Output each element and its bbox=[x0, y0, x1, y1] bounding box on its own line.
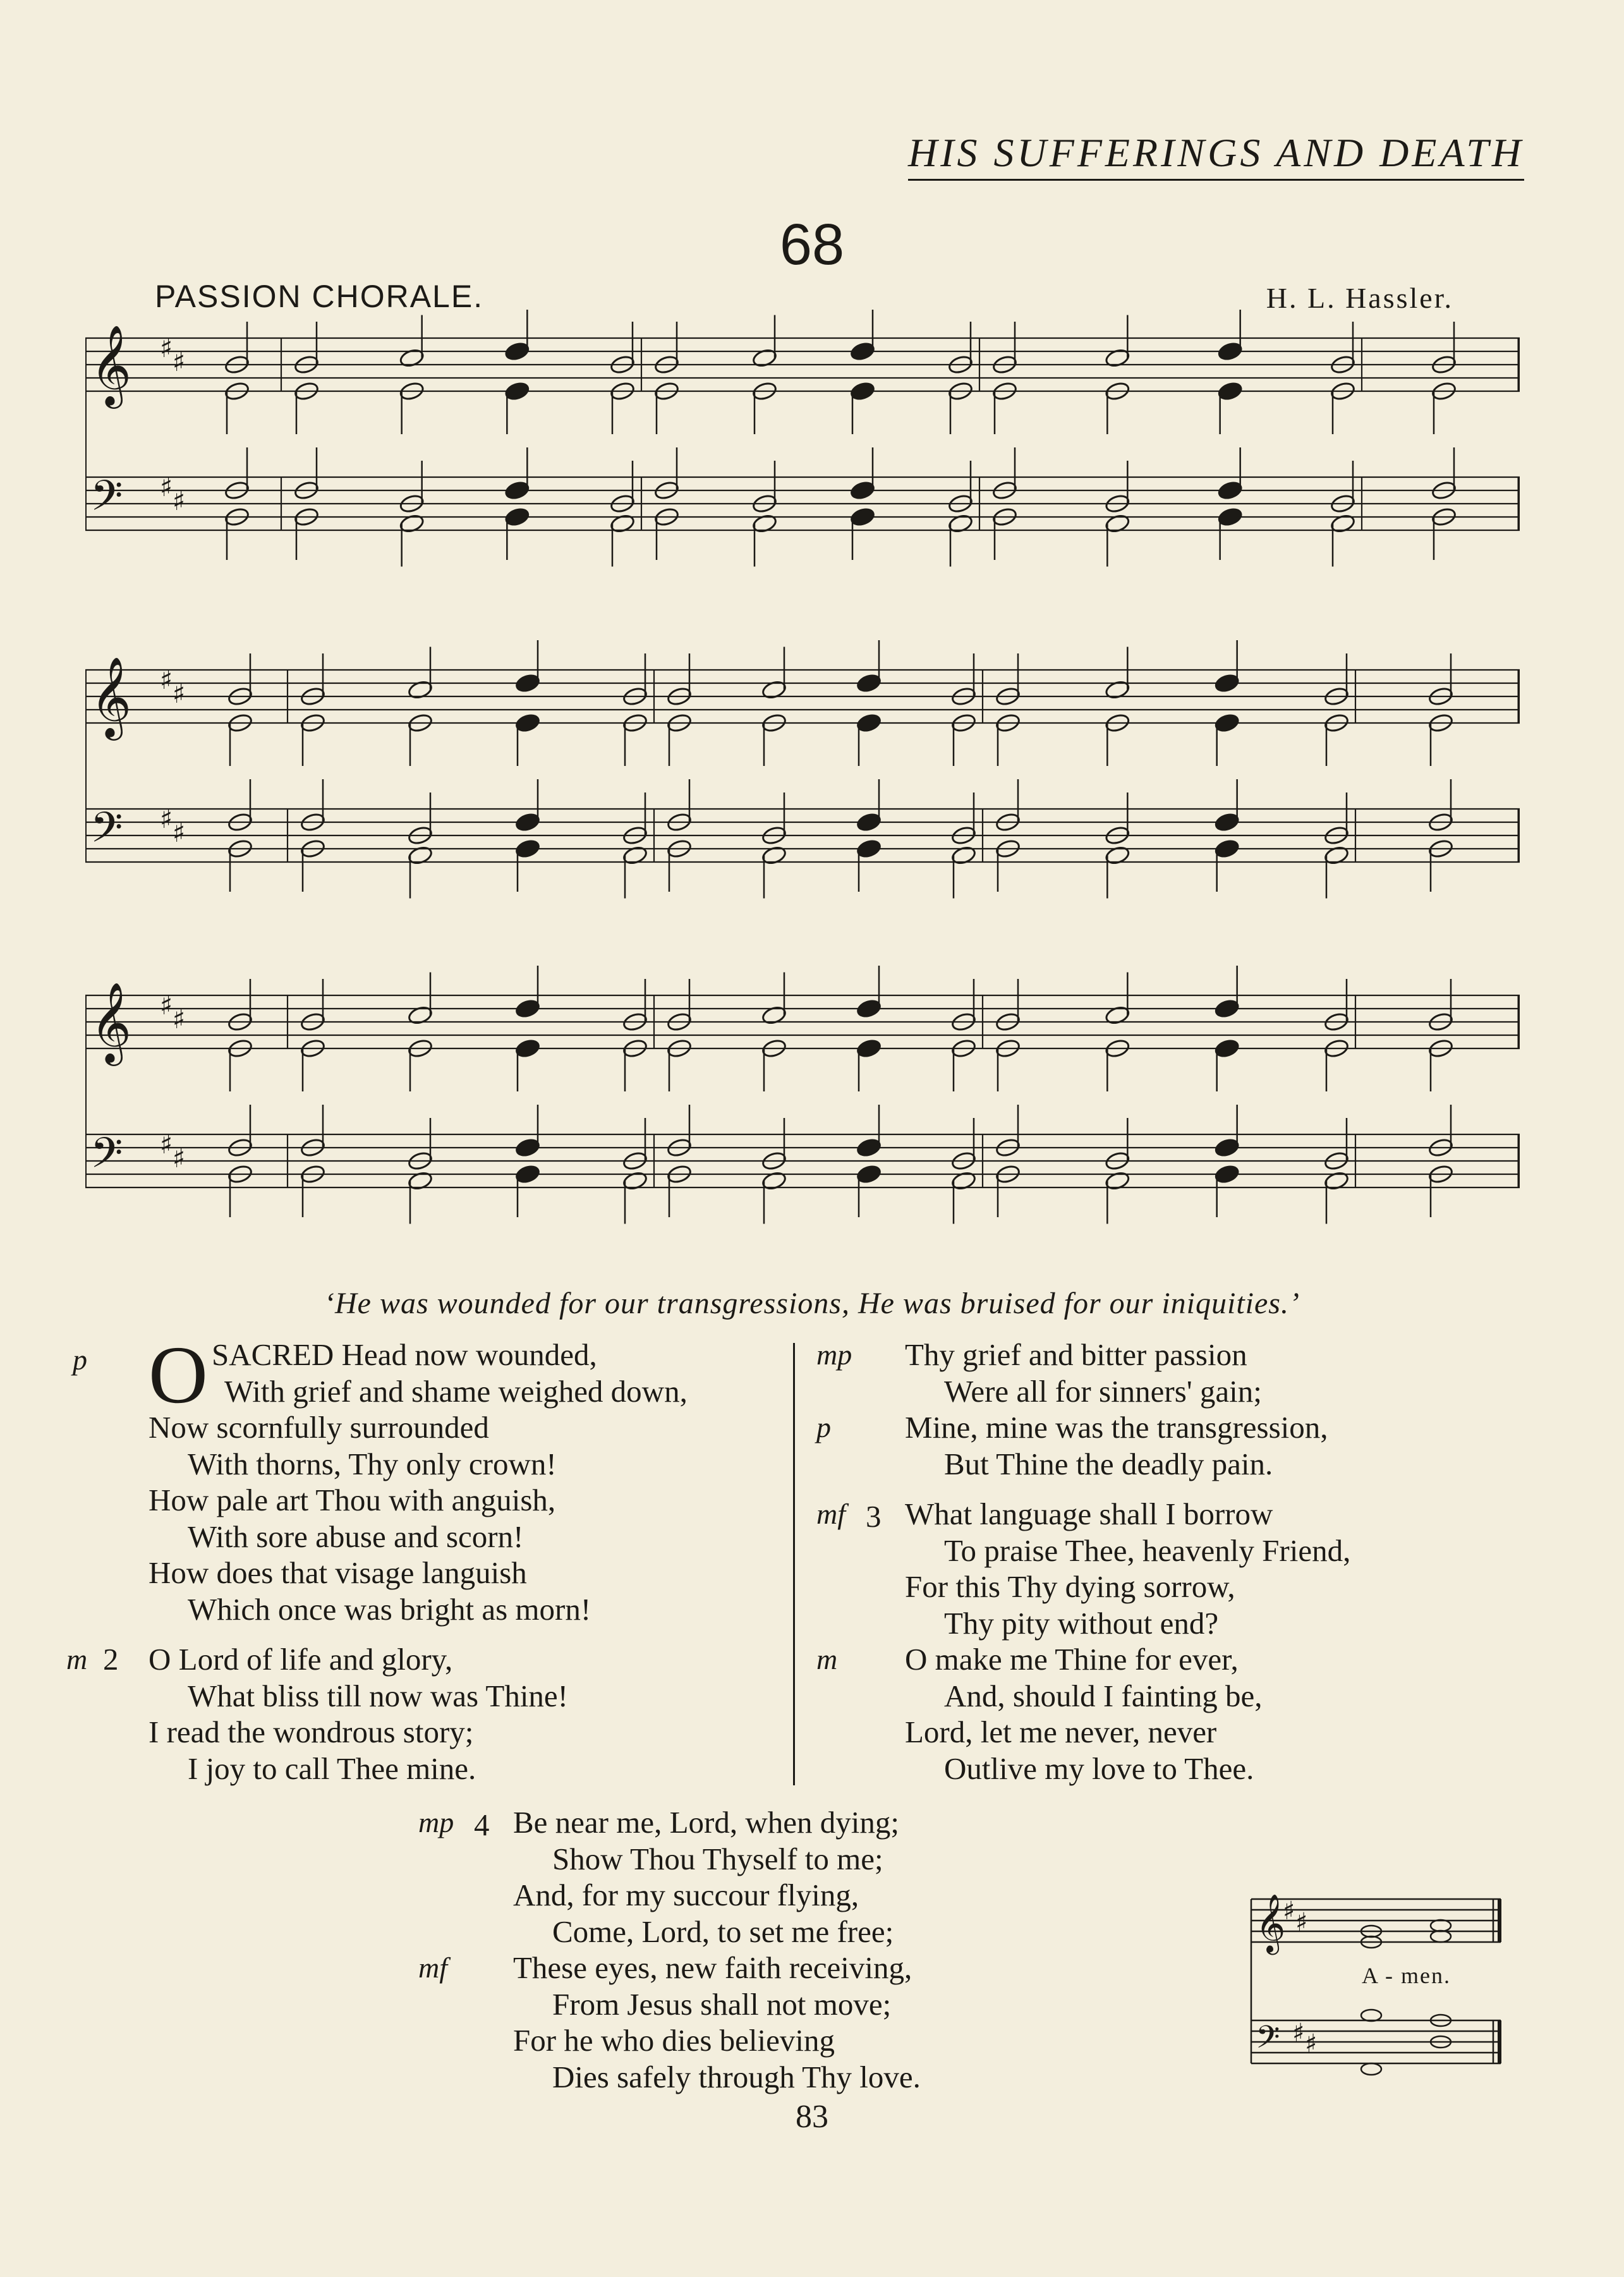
dynamic-mark: m bbox=[66, 1643, 88, 1675]
verse-line: How pale art Thou with anguish, bbox=[148, 1483, 556, 1517]
treble-clef: 𝄞 bbox=[90, 656, 132, 737]
note-head bbox=[514, 713, 540, 734]
verse-line: How does that visage languish bbox=[148, 1555, 527, 1590]
note-head bbox=[514, 1138, 540, 1158]
note-head bbox=[849, 480, 875, 501]
verse-line: With sore abuse and scorn! bbox=[188, 1519, 524, 1554]
music-score bbox=[85, 310, 1520, 1258]
verse-line: Now scornfully surrounded bbox=[148, 1410, 489, 1445]
svg-text:𝄢: 𝄢 bbox=[1256, 2019, 1280, 2063]
drop-cap: O bbox=[148, 1330, 208, 1421]
note-head bbox=[856, 673, 882, 694]
verse-number: 3 bbox=[866, 1499, 882, 1534]
verse-line: Thy pity without end? bbox=[944, 1605, 1219, 1641]
verse-line: From Jesus shall not move; bbox=[552, 1986, 892, 2022]
verse-line: Thy grief and bitter passion bbox=[905, 1337, 1247, 1372]
svg-text:♯: ♯ bbox=[1295, 1908, 1308, 1937]
sharp-sign: ♯ bbox=[173, 485, 186, 516]
verse-column-right bbox=[816, 1337, 1351, 1787]
verse-line: Were all for sinners' gain; bbox=[944, 1373, 1262, 1409]
bass-clef: 𝄢 bbox=[90, 471, 123, 530]
verse-line: With grief and shame weighed down, bbox=[224, 1373, 688, 1409]
dynamic-mark: mp bbox=[816, 1339, 852, 1371]
note-head bbox=[856, 812, 882, 833]
dynamic-mark: mp bbox=[418, 1806, 454, 1838]
note-head bbox=[1217, 381, 1243, 402]
verse-line: What language shall I borrow bbox=[905, 1497, 1273, 1531]
treble-clef: 𝄞 bbox=[90, 324, 132, 405]
note-head bbox=[849, 341, 875, 362]
note-head bbox=[504, 480, 530, 501]
section-header: HIS SUFFERINGS AND DEATH bbox=[908, 130, 1524, 181]
note-head bbox=[514, 673, 540, 694]
sharp-sign: ♯ bbox=[160, 471, 173, 502]
verse-line: For he who dies believing bbox=[513, 2023, 835, 2058]
note-head bbox=[856, 1164, 882, 1185]
verse-line: Be near me, Lord, when dying; bbox=[513, 1805, 899, 1840]
verse-line: Which once was bright as morn! bbox=[188, 1591, 591, 1627]
note-head bbox=[1217, 480, 1243, 501]
note-head bbox=[856, 839, 882, 859]
sharp-sign: ♯ bbox=[160, 1129, 173, 1160]
sharp-sign: ♯ bbox=[173, 1143, 186, 1174]
verse-line: These eyes, new faith receiving, bbox=[513, 1950, 912, 1985]
note-head bbox=[1214, 1164, 1240, 1185]
sharp-sign: ♯ bbox=[173, 678, 186, 709]
note-head bbox=[514, 999, 540, 1019]
note-head bbox=[1214, 1038, 1240, 1059]
note-head bbox=[504, 507, 530, 528]
verse-line: Come, Lord, to set me free; bbox=[552, 1914, 894, 1949]
verse-line: What bliss till now was Thine! bbox=[188, 1678, 568, 1713]
sharp-sign: ♯ bbox=[173, 346, 186, 377]
dynamic-mark: p bbox=[73, 1344, 87, 1376]
sharp-sign: ♯ bbox=[160, 332, 173, 363]
sharp-sign: ♯ bbox=[160, 990, 173, 1021]
verse-line: Lord, let me never, never bbox=[905, 1715, 1217, 1749]
hymn-number: 68 bbox=[779, 212, 845, 277]
verse-line: For this Thy dying sorrow, bbox=[905, 1569, 1235, 1604]
svg-text:𝄞: 𝄞 bbox=[1256, 1893, 1286, 1952]
verse-line: To praise Thee, heavenly Friend, bbox=[944, 1533, 1351, 1568]
note-head bbox=[856, 713, 882, 734]
amen-score bbox=[1248, 1880, 1513, 2092]
note-head bbox=[856, 1038, 882, 1059]
note-head bbox=[1217, 341, 1243, 362]
verse-line: And, should I fainting be, bbox=[944, 1678, 1263, 1713]
verse-four bbox=[418, 1804, 921, 2095]
note-head bbox=[504, 341, 530, 362]
dynamic-mark: m bbox=[816, 1643, 838, 1675]
note-head bbox=[504, 381, 530, 402]
svg-text:♯: ♯ bbox=[1305, 2029, 1318, 2058]
note-head bbox=[514, 812, 540, 833]
sharp-sign: ♯ bbox=[160, 803, 173, 834]
note-head bbox=[856, 999, 882, 1019]
verse-line: O Lord of life and glory, bbox=[148, 1642, 453, 1677]
verse-line: O make me Thine for ever, bbox=[905, 1642, 1239, 1677]
verse-line: And, for my succour flying, bbox=[513, 1878, 859, 1912]
verse-line: I read the wondrous story; bbox=[148, 1715, 474, 1749]
verse-line: SACRED Head now wounded, bbox=[212, 1337, 597, 1372]
note-head bbox=[1214, 812, 1240, 833]
verse-line: Outlive my love to Thee. bbox=[944, 1751, 1254, 1786]
svg-text:♯: ♯ bbox=[1283, 1897, 1295, 1926]
bass-clef: 𝄢 bbox=[90, 803, 123, 862]
treble-clef: 𝄞 bbox=[90, 981, 132, 1062]
note-head bbox=[514, 1038, 540, 1059]
dynamic-mark: mf bbox=[816, 1498, 845, 1530]
sharp-sign: ♯ bbox=[173, 1004, 186, 1035]
epigraph: ‘He was wounded for our transgressions, He was bruised for our iniquities.’ bbox=[324, 1287, 1300, 1320]
tune-name: PASSION CHORALE. bbox=[155, 279, 484, 314]
composer-name: H. L. Hassler. bbox=[1266, 282, 1453, 314]
note-head bbox=[514, 839, 540, 859]
verse-line: Mine, mine was the transgression, bbox=[905, 1410, 1328, 1445]
verse-line: Show Thou Thyself to me; bbox=[552, 1841, 883, 1876]
sharp-sign: ♯ bbox=[160, 664, 173, 695]
verse-number: 4 bbox=[474, 1807, 490, 1842]
bass-clef: 𝄢 bbox=[90, 1129, 123, 1187]
svg-text:♯: ♯ bbox=[1292, 2019, 1305, 2048]
sharp-sign: ♯ bbox=[173, 817, 186, 848]
note-head bbox=[1217, 507, 1243, 528]
note-head bbox=[849, 507, 875, 528]
note-head bbox=[856, 1138, 882, 1158]
page-number: 83 bbox=[796, 2099, 828, 2135]
verse-line: With thorns, Thy only crown! bbox=[188, 1446, 557, 1481]
note-head bbox=[1214, 1138, 1240, 1158]
dynamic-mark: mf bbox=[418, 1952, 447, 1984]
dynamic-mark: p bbox=[816, 1411, 831, 1443]
verse-number: 2 bbox=[103, 1642, 119, 1677]
note-head bbox=[1214, 673, 1240, 694]
verse-line: But Thine the deadly pain. bbox=[944, 1446, 1273, 1481]
note-head bbox=[1214, 713, 1240, 734]
column-divider bbox=[793, 1343, 795, 1785]
verse-column-left bbox=[66, 1330, 688, 1787]
note-head bbox=[1214, 839, 1240, 859]
verse-line: I joy to call Thee mine. bbox=[188, 1751, 476, 1786]
note-head bbox=[1214, 999, 1240, 1019]
amen-lyric: A - men. bbox=[1362, 1963, 1451, 1988]
note-head bbox=[514, 1164, 540, 1185]
verse-line: Dies safely through Thy love. bbox=[552, 2059, 921, 2094]
note-head bbox=[849, 381, 875, 402]
